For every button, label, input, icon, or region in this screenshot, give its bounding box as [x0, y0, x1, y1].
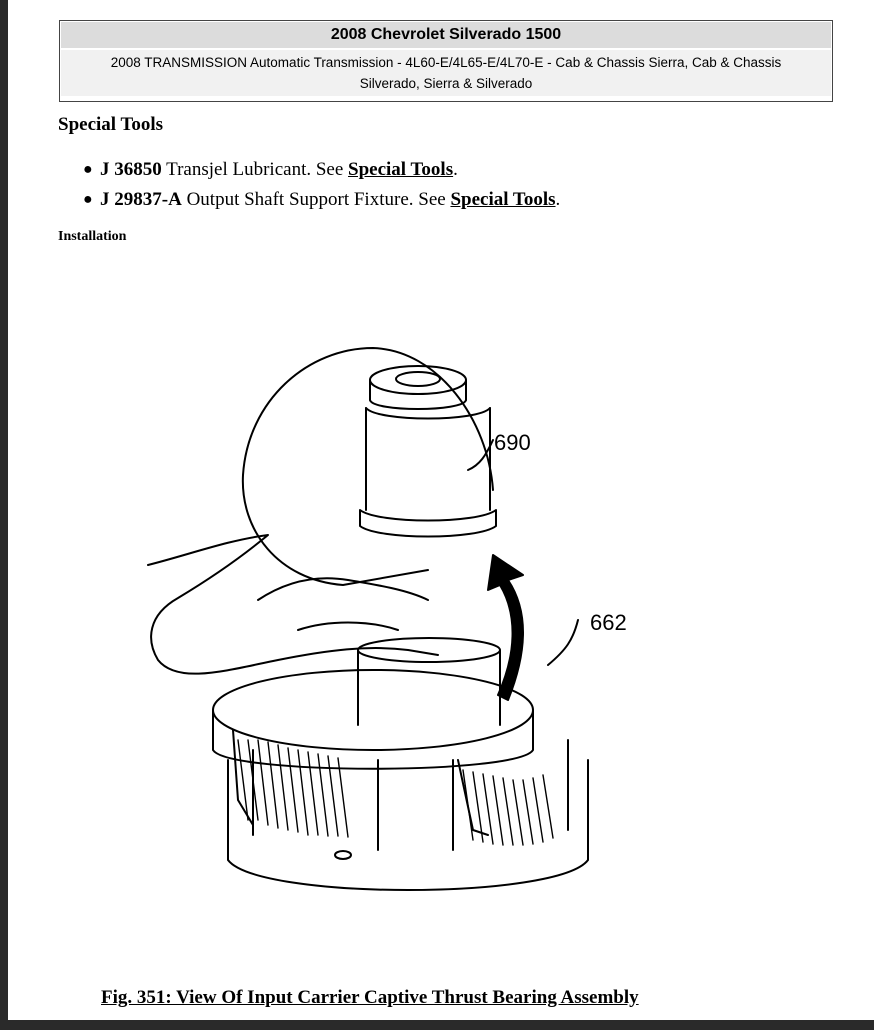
special-tools-heading: Special Tools	[58, 114, 164, 135]
detail-circle	[243, 348, 493, 585]
bullet-icon: ●	[83, 161, 93, 178]
document-page	[8, 0, 874, 1020]
tool-description: Output Shaft Support Fixture. See	[181, 189, 451, 210]
callout-662: 662	[590, 610, 627, 635]
document-header	[59, 20, 833, 102]
special-tools-list	[58, 155, 560, 215]
installation-heading: Installation	[58, 229, 127, 244]
special-tools-link[interactable]: Special Tools	[450, 189, 556, 210]
hand-outline	[148, 535, 438, 674]
bearing-top	[370, 366, 466, 394]
input-carrier-illustration	[128, 330, 648, 910]
list-item	[58, 155, 560, 185]
vehicle-title: 2008 Chevrolet Silverado 1500	[61, 22, 831, 48]
tool-code: J 36850	[100, 159, 162, 180]
sentence-end: .	[453, 159, 458, 180]
rotation-arrow	[488, 555, 523, 700]
special-tools-link[interactable]: Special Tools	[348, 159, 454, 180]
callout-690: 690	[494, 430, 531, 455]
list-item	[58, 185, 560, 215]
figure-caption: Fig. 351: View Of Input Carrier Captive Thrust Bearing Assembly	[101, 987, 639, 1008]
tool-code: J 29837-A	[100, 189, 182, 210]
carrier-top	[213, 670, 533, 750]
tool-description: Transjel Lubricant. See	[161, 159, 349, 180]
document-subtitle: 2008 TRANSMISSION Automatic Transmission - 4L60-E/4L65-E/4L70-E - Cab & Chassis Sierra, Cab & Chassis Silverado, Sierra & Silverado	[61, 50, 831, 96]
bullet-icon: ●	[83, 191, 93, 208]
sentence-end: .	[555, 189, 561, 210]
